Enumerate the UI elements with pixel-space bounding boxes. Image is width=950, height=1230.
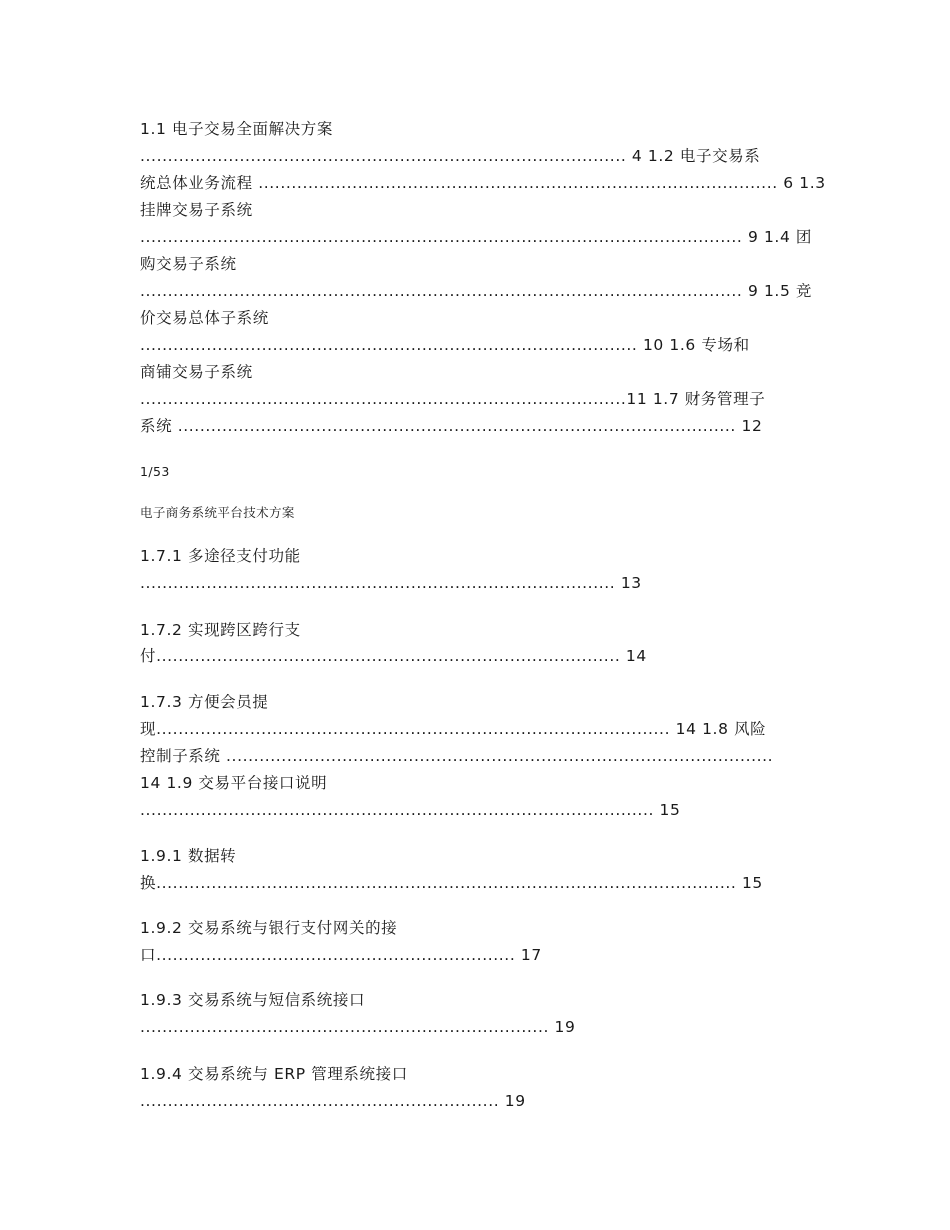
toc-line: 购交易子系统: [140, 255, 237, 273]
toc-line: 1.9.4 交易系统与 ERP 管理系统接口: [140, 1065, 408, 1083]
toc-line: 现............................................................................................. 14 1.8 风险: [140, 720, 767, 738]
document-header-title: 电子商务系统平台技术方案: [140, 505, 295, 520]
toc-line: 1.9.1 数据转: [140, 847, 237, 865]
toc-line: 1.7.1 多途径支付功能: [140, 547, 301, 565]
toc-line: 统总体业务流程 .............................................................................................. 6 1.3: [140, 174, 826, 192]
toc-line: 1.9.2 交易系统与银行支付网关的接: [140, 919, 398, 937]
toc-line: 1.1 电子交易全面解决方案: [140, 120, 333, 138]
toc-line: 1.9.3 交易系统与短信系统接口: [140, 991, 366, 1009]
toc-line: 口................................................................. 17: [140, 946, 542, 964]
toc-line: ............................................................................................................. 9 1.5 竞: [140, 282, 813, 300]
toc-line: 付.................................................................................... 14: [140, 647, 647, 665]
toc-line: 系统 ..................................................................................................... 12: [140, 417, 763, 435]
toc-line: .......................................................................................... 10 1.6 专场和: [140, 336, 750, 354]
toc-line: 换......................................................................................................... 15: [140, 874, 763, 892]
toc-line: .......................................................................... 19: [140, 1018, 576, 1036]
toc-line: 挂牌交易子系统: [140, 201, 253, 219]
toc-line: ................................................................. 19: [140, 1092, 526, 1110]
toc-line: 14 1.9 交易平台接口说明: [140, 774, 328, 792]
toc-line: ............................................................................................................. 9 1.4 团: [140, 228, 813, 246]
toc-line: 1.7.2 实现跨区跨行支: [140, 621, 301, 639]
page-number: 1/53: [140, 464, 170, 479]
toc-line: 控制子系统 ...................................................................................................: [140, 747, 774, 765]
toc-line: 价交易总体子系统: [140, 309, 269, 327]
toc-line: ........................................................................................ 4 1.2 电子交易系: [140, 147, 761, 165]
toc-line: ............................................................................................. 15: [140, 801, 681, 819]
toc-line: ........................................................................................11 1.7 财务管理子: [140, 390, 766, 408]
toc-line: ...................................................................................... 13: [140, 574, 642, 592]
toc-line: 1.7.3 方便会员提: [140, 693, 269, 711]
toc-line: 商铺交易子系统: [140, 363, 253, 381]
